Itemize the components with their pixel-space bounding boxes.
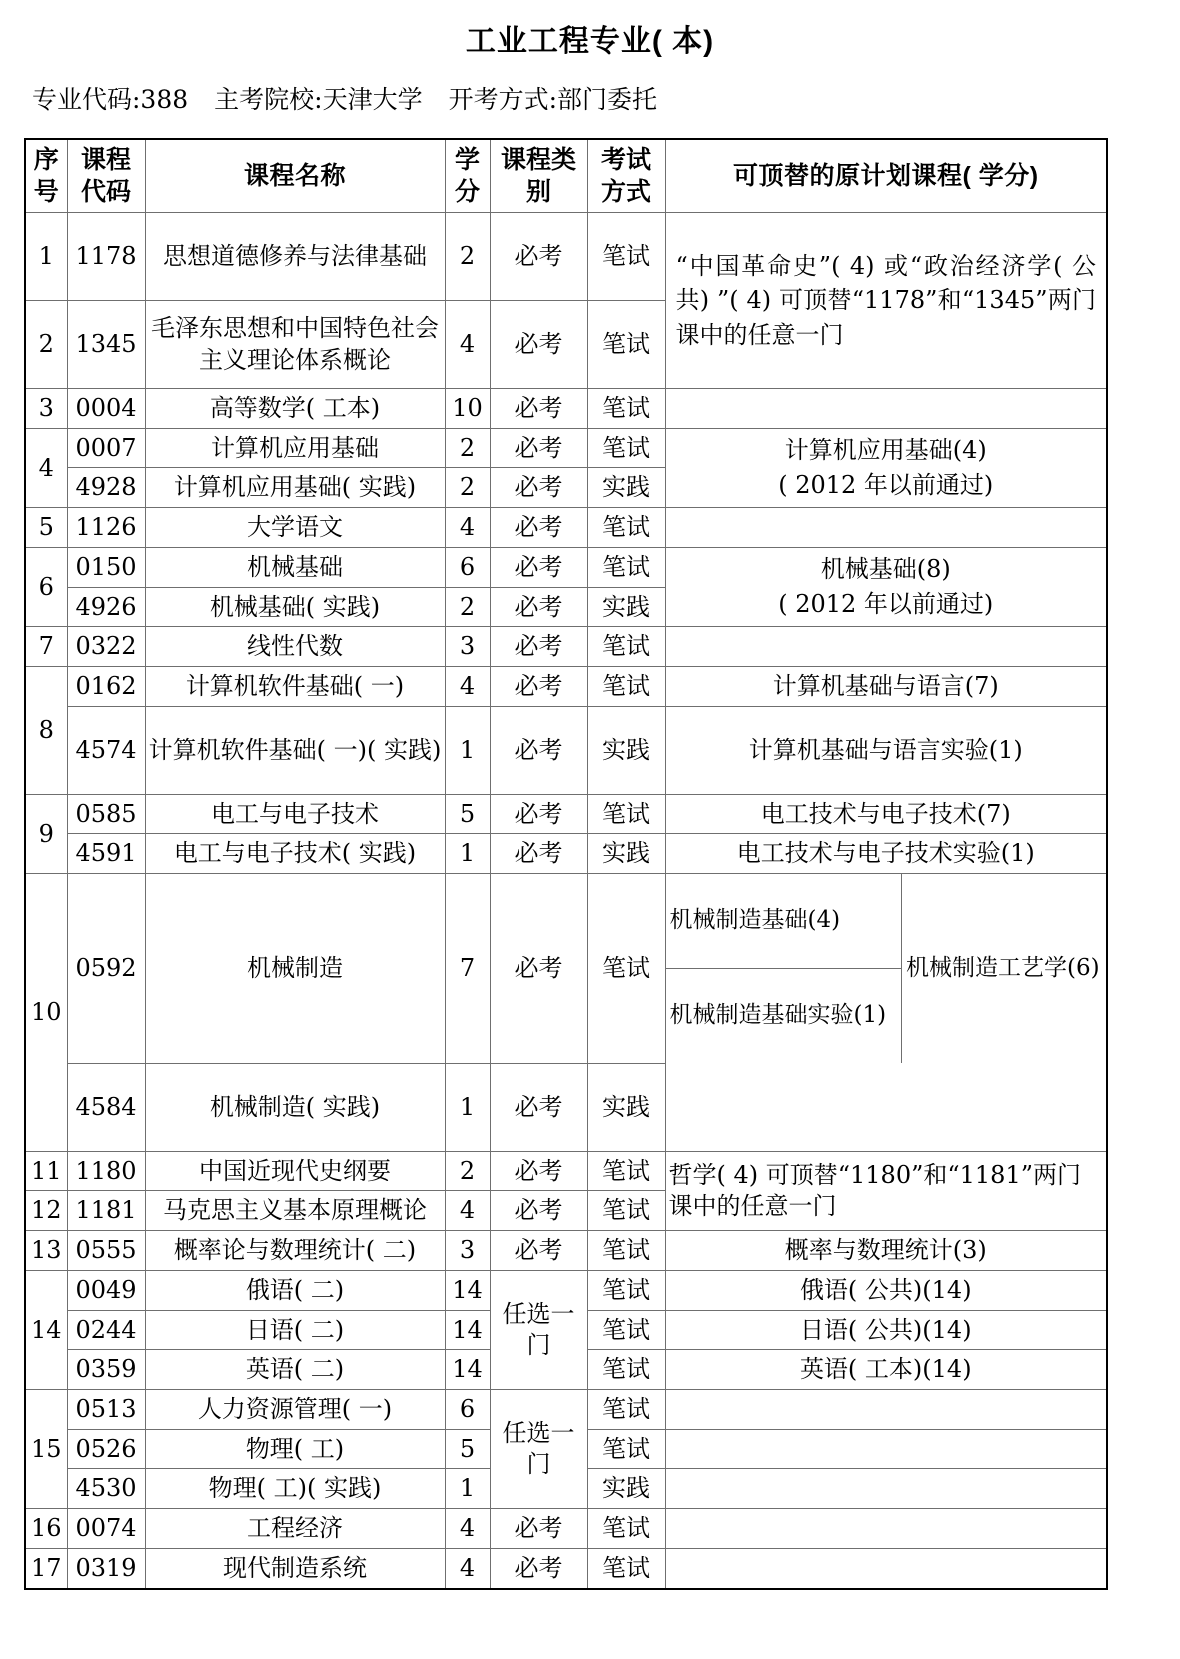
cell-exam: 笔试 (587, 1231, 665, 1271)
cell-type: 必考 (490, 627, 587, 667)
remark-split-row (666, 874, 1108, 969)
cell-index: 14 (25, 1270, 67, 1389)
remark-line-2: ( 2012 年以前通过) (778, 590, 994, 619)
cell-exam: 实践 (587, 468, 665, 508)
cell-index: 7 (25, 627, 67, 667)
cell-exam: 笔试 (587, 1310, 665, 1350)
cell-index: 4 (25, 428, 67, 507)
cell-credits: 14 (445, 1350, 490, 1390)
meta-exam-mode: 开考方式:部门委托 (448, 85, 658, 114)
cell-index: 17 (25, 1548, 67, 1588)
cell-type: 必考 (490, 1063, 587, 1151)
cell-name: 概率论与数理统计( 二) (145, 1231, 445, 1271)
cell-type: 必考 (490, 508, 587, 548)
cell-code: 0162 (67, 667, 145, 707)
cell-exam: 实践 (587, 1469, 665, 1509)
cell-exam: 笔试 (587, 874, 665, 1064)
cell-index: 10 (25, 874, 67, 1152)
cell-name: 物理( 工) (145, 1429, 445, 1469)
cell-code: 1126 (67, 508, 145, 548)
cell-code: 0319 (67, 1548, 145, 1588)
cell-name: 人力资源管理( 一) (145, 1390, 445, 1430)
cell-credits: 2 (445, 1151, 490, 1191)
cell-name: 计算机应用基础( 实践) (145, 468, 445, 508)
cell-type-elective: 任选一门 (490, 1390, 587, 1509)
cell-remark: 计算机基础与语言(7) (665, 667, 1107, 707)
cell-remark (665, 627, 1107, 667)
cell-exam: 笔试 (587, 1270, 665, 1310)
cell-credits: 1 (445, 834, 490, 874)
cell-exam: 实践 (587, 706, 665, 794)
cell-name: 中国近现代史纲要 (145, 1151, 445, 1191)
cell-name: 线性代数 (145, 627, 445, 667)
cell-code: 1345 (67, 301, 145, 389)
cell-credits: 2 (445, 587, 490, 627)
remark-line-1: 机械基础(8) (820, 555, 951, 584)
cell-exam: 笔试 (587, 1191, 665, 1231)
cell-name: 现代制造系统 (145, 1548, 445, 1588)
cell-index: 1 (25, 213, 67, 301)
cell-type: 必考 (490, 1151, 587, 1191)
column-header-credits: 学分 (445, 139, 490, 213)
meta-host-university: 主考院校:天津大学 (214, 85, 423, 114)
meta-major-code: 专业代码:388 (32, 85, 189, 114)
cell-remark-merged-mech-basics (665, 547, 1107, 626)
cell-credits: 6 (445, 1390, 490, 1430)
cell-code: 0322 (67, 627, 145, 667)
cell-credits: 6 (445, 547, 490, 587)
cell-remark: 俄语( 公共)(14) (665, 1270, 1107, 1310)
cell-exam: 笔试 (587, 1548, 665, 1588)
cell-code: 4591 (67, 834, 145, 874)
cell-type: 必考 (490, 1509, 587, 1549)
cell-code: 0526 (67, 1429, 145, 1469)
cell-type: 必考 (490, 1231, 587, 1271)
cell-remark (665, 1509, 1107, 1549)
cell-remark: 电工技术与电子技术实验(1) (665, 834, 1107, 874)
cell-remark (665, 389, 1107, 429)
cell-code: 0049 (67, 1270, 145, 1310)
cell-remark-mech-manufacture-base: 机械制造基础(4) (666, 874, 902, 969)
cell-index: 8 (25, 667, 67, 795)
column-header-code: 课程代码 (67, 139, 145, 213)
cell-type: 必考 (490, 834, 587, 874)
cell-credits: 3 (445, 1231, 490, 1271)
cell-credits: 2 (445, 428, 490, 468)
cell-type: 必考 (490, 794, 587, 834)
cell-code: 0592 (67, 874, 145, 1064)
cell-code: 4574 (67, 706, 145, 794)
cell-name: 思想道德修养与法律基础 (145, 213, 445, 301)
table-row (25, 834, 1107, 874)
course-plan-table (24, 138, 1108, 1590)
remark-line-2: ( 2012 年以前通过) (778, 470, 994, 499)
cell-code: 4584 (67, 1063, 145, 1151)
cell-exam: 笔试 (587, 1350, 665, 1390)
cell-remark-split-container (665, 874, 1107, 1064)
cell-credits: 10 (445, 389, 490, 429)
column-header-index: 序号 (25, 139, 67, 213)
table-row (25, 1231, 1107, 1271)
cell-remark-mech-manufacture-tech: 机械制造工艺学(6) (906, 955, 1100, 982)
cell-type: 必考 (490, 213, 587, 301)
cell-code: 0074 (67, 1509, 145, 1549)
table-row (25, 428, 1107, 468)
cell-credits: 3 (445, 627, 490, 667)
cell-name: 机械基础( 实践) (145, 587, 445, 627)
column-header-name: 课程名称 (145, 139, 445, 213)
cell-code: 4926 (67, 587, 145, 627)
cell-remark-merged-philosophy: 哲学( 4) 可顶替“1180”和“1181”两门课中的任意一门 (665, 1151, 1107, 1230)
cell-code: 1180 (67, 1151, 145, 1191)
cell-remark: 概率与数理统计(3) (665, 1231, 1107, 1271)
cell-code: 1181 (67, 1191, 145, 1231)
cell-name: 工程经济 (145, 1509, 445, 1549)
table-row (25, 389, 1107, 429)
cell-remark-mech-manufacture-base-exp: 机械制造基础实验(1) (666, 969, 902, 1064)
cell-name: 大学语文 (145, 508, 445, 548)
cell-credits: 5 (445, 794, 490, 834)
table-row (25, 706, 1107, 794)
table-row (25, 213, 1107, 301)
cell-remark (665, 1429, 1107, 1469)
table-row (25, 667, 1107, 707)
cell-index: 3 (25, 389, 67, 429)
cell-credits: 4 (445, 1548, 490, 1588)
cell-credits: 4 (445, 508, 490, 548)
cell-code: 0007 (67, 428, 145, 468)
remark-line-1: 计算机应用基础(4) (784, 436, 987, 465)
column-header-remark: 可顶替的原计划课程( 学分) (665, 139, 1107, 213)
cell-remark: 电工技术与电子技术(7) (665, 794, 1107, 834)
cell-exam: 实践 (587, 834, 665, 874)
cell-credits: 14 (445, 1270, 490, 1310)
cell-type: 必考 (490, 1548, 587, 1588)
cell-exam: 笔试 (587, 794, 665, 834)
cell-type: 必考 (490, 547, 587, 587)
cell-name: 毛泽东思想和中国特色社会主义理论体系概论 (145, 301, 445, 389)
cell-type-elective: 任选一门 (490, 1270, 587, 1389)
cell-code: 0004 (67, 389, 145, 429)
cell-name: 物理( 工)( 实践) (145, 1469, 445, 1509)
cell-type: 必考 (490, 428, 587, 468)
cell-code: 4928 (67, 468, 145, 508)
table-header-row (25, 139, 1107, 213)
table-row (25, 1063, 1107, 1151)
cell-index: 13 (25, 1231, 67, 1271)
table-row (25, 627, 1107, 667)
column-header-exam: 考试方式 (587, 139, 665, 213)
cell-exam: 笔试 (587, 1509, 665, 1549)
cell-index: 15 (25, 1390, 67, 1509)
cell-remark-merged-politics: “中国革命史”( 4) 或“政治经济学( 公共) ”( 4) 可顶替“1178”和“1345”两门课中的任意一门 (665, 213, 1107, 389)
table-row (25, 1390, 1107, 1430)
cell-index: 12 (25, 1191, 67, 1231)
cell-exam: 笔试 (587, 1429, 665, 1469)
cell-code: 0555 (67, 1231, 145, 1271)
cell-name: 机械基础 (145, 547, 445, 587)
cell-remark (665, 1390, 1107, 1430)
cell-name: 电工与电子技术 (145, 794, 445, 834)
table-row (25, 1270, 1107, 1310)
table-row (25, 794, 1107, 834)
table-row (25, 874, 1107, 1064)
cell-index: 6 (25, 547, 67, 626)
cell-name: 计算机应用基础 (145, 428, 445, 468)
cell-exam: 实践 (587, 1063, 665, 1151)
cell-type: 必考 (490, 389, 587, 429)
cell-remark: 计算机基础与语言实验(1) (665, 706, 1107, 794)
cell-remark: 英语( 工本)(14) (665, 1350, 1107, 1390)
cell-exam: 笔试 (587, 213, 665, 301)
cell-exam: 笔试 (587, 301, 665, 389)
table-row (25, 1509, 1107, 1549)
cell-code: 0150 (67, 547, 145, 587)
column-header-type: 课程类别 (490, 139, 587, 213)
cell-exam: 笔试 (587, 1151, 665, 1191)
cell-index: 9 (25, 794, 67, 873)
cell-name: 俄语( 二) (145, 1270, 445, 1310)
cell-credits: 4 (445, 301, 490, 389)
cell-credits: 1 (445, 1469, 490, 1509)
cell-exam: 笔试 (587, 667, 665, 707)
table-row (25, 1151, 1107, 1191)
cell-credits: 2 (445, 213, 490, 301)
cell-credits: 7 (445, 874, 490, 1064)
cell-credits: 2 (445, 468, 490, 508)
cell-code: 0513 (67, 1390, 145, 1430)
cell-remark (665, 1548, 1107, 1588)
cell-type: 必考 (490, 667, 587, 707)
cell-code: 0359 (67, 1350, 145, 1390)
cell-remark (665, 1469, 1107, 1509)
cell-exam: 笔试 (587, 428, 665, 468)
cell-credits: 4 (445, 1191, 490, 1231)
cell-code: 0585 (67, 794, 145, 834)
cell-name: 英语( 二) (145, 1350, 445, 1390)
cell-code: 4530 (67, 1469, 145, 1509)
cell-credits: 1 (445, 706, 490, 794)
cell-type: 必考 (490, 874, 587, 1064)
cell-index: 2 (25, 301, 67, 389)
cell-credits: 4 (445, 667, 490, 707)
cell-exam: 实践 (587, 587, 665, 627)
cell-type: 必考 (490, 587, 587, 627)
table-row (25, 1548, 1107, 1588)
cell-code: 0244 (67, 1310, 145, 1350)
cell-name: 机械制造 (145, 874, 445, 1064)
cell-type: 必考 (490, 468, 587, 508)
cell-remark (665, 508, 1107, 548)
cell-exam: 笔试 (587, 508, 665, 548)
cell-index: 11 (25, 1151, 67, 1191)
cell-name: 机械制造( 实践) (145, 1063, 445, 1151)
cell-exam: 笔试 (587, 389, 665, 429)
cell-exam: 笔试 (587, 1390, 665, 1430)
cell-credits: 1 (445, 1063, 490, 1151)
table-row (25, 508, 1107, 548)
cell-type: 必考 (490, 1191, 587, 1231)
cell-name: 高等数学( 工本) (145, 389, 445, 429)
cell-name: 计算机软件基础( 一) (145, 667, 445, 707)
cell-credits: 5 (445, 1429, 490, 1469)
remark-split-table (666, 874, 1108, 1063)
cell-exam: 笔试 (587, 627, 665, 667)
cell-type: 必考 (490, 301, 587, 389)
cell-credits: 14 (445, 1310, 490, 1350)
cell-index: 16 (25, 1509, 67, 1549)
document-meta (24, 60, 1156, 116)
table-row (25, 547, 1107, 587)
cell-credits: 4 (445, 1509, 490, 1549)
cell-code: 1178 (67, 213, 145, 301)
page-title: 工业工程专业( 本) (465, 25, 715, 58)
cell-type: 必考 (490, 706, 587, 794)
cell-name: 日语( 二) (145, 1310, 445, 1350)
cell-remark-merged-computer-basics (665, 428, 1107, 507)
cell-name: 马克思主义基本原理概论 (145, 1191, 445, 1231)
cell-exam: 笔试 (587, 547, 665, 587)
cell-remark: 日语( 公共)(14) (665, 1310, 1107, 1350)
cell-name: 计算机软件基础( 一)( 实践) (145, 706, 445, 794)
cell-index: 5 (25, 508, 67, 548)
cell-name: 电工与电子技术( 实践) (145, 834, 445, 874)
